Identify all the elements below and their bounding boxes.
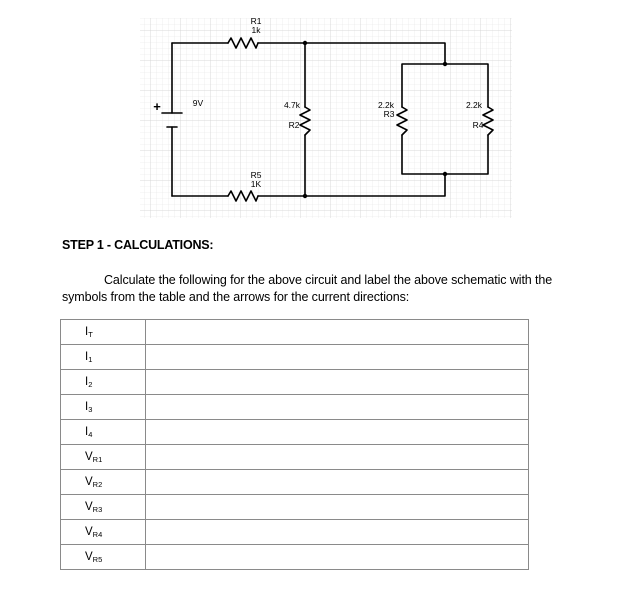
symbol-cell xyxy=(61,495,146,520)
answer-cell[interactable] xyxy=(146,345,529,370)
answer-cell[interactable] xyxy=(146,545,529,570)
answer-cell[interactable] xyxy=(146,470,529,495)
table-row xyxy=(61,520,529,545)
answer-cell[interactable] xyxy=(146,495,529,520)
step-heading: STEP 1 - CALCULATIONS: xyxy=(62,238,214,252)
symbol-subscript: 3 xyxy=(88,404,93,414)
r3-name-label: R3 xyxy=(383,109,395,119)
junction-dot xyxy=(303,194,307,198)
answer-cell[interactable] xyxy=(146,395,529,420)
symbol-subscript: R5 xyxy=(92,554,103,564)
symbol-subscript: 1 xyxy=(88,354,93,364)
symbol-base: V xyxy=(85,450,93,463)
symbol-base: I xyxy=(85,400,89,413)
table-row xyxy=(61,420,529,445)
r5-value-label: 1K xyxy=(250,179,262,189)
table-row xyxy=(61,545,529,570)
symbol-cell xyxy=(61,395,146,420)
table-row xyxy=(61,370,529,395)
r2-value-label: 4.7k xyxy=(283,100,301,110)
symbol-subscript: R1 xyxy=(92,454,103,464)
table-row xyxy=(61,495,529,520)
symbol-subscript: R3 xyxy=(92,504,103,514)
symbol-cell xyxy=(61,320,146,345)
symbol-subscript: R2 xyxy=(92,479,103,489)
symbol-base: V xyxy=(85,525,93,538)
table-row xyxy=(61,395,529,420)
junction-dot xyxy=(303,41,307,45)
symbol-cell xyxy=(61,545,146,570)
schematic-grid xyxy=(140,18,512,218)
table-row xyxy=(61,320,529,345)
table-row xyxy=(61,445,529,470)
r5-name-label: R5 xyxy=(250,170,262,180)
circuit-schematic xyxy=(0,0,640,230)
symbol-subscript: T xyxy=(88,329,93,339)
junction-dot xyxy=(443,172,447,176)
r1-value-label: 1k xyxy=(251,25,261,35)
instructions-text: Calculate the following for the above circuit and label the above schematic with the symbols from the table and the arrows for the current directions: xyxy=(62,273,553,304)
r4-name-label: R4 xyxy=(472,120,484,130)
r3-value-label: 2.2k xyxy=(377,100,395,110)
answer-cell[interactable] xyxy=(146,520,529,545)
table-row xyxy=(61,470,529,495)
symbol-base: V xyxy=(85,500,93,513)
symbol-base: I xyxy=(85,325,89,338)
symbol-cell xyxy=(61,520,146,545)
answer-cell[interactable] xyxy=(146,320,529,345)
symbol-base: I xyxy=(85,375,89,388)
r1-name-label: R1 xyxy=(250,16,262,26)
symbol-subscript: 4 xyxy=(88,429,93,439)
calculations-table xyxy=(60,319,529,570)
r2-name-label: R2 xyxy=(288,120,300,130)
battery-plus-sign: + xyxy=(153,99,161,114)
symbol-cell xyxy=(61,445,146,470)
junction-dot xyxy=(443,62,447,66)
table-row xyxy=(61,345,529,370)
symbol-subscript: 2 xyxy=(88,379,93,389)
answer-cell[interactable] xyxy=(146,420,529,445)
symbol-subscript: R4 xyxy=(92,529,103,539)
symbol-base: I xyxy=(85,425,89,438)
symbol-base: V xyxy=(85,550,93,563)
symbol-cell xyxy=(61,345,146,370)
answer-cell[interactable] xyxy=(146,370,529,395)
battery-voltage-label: 9V xyxy=(192,98,204,108)
symbol-base: I xyxy=(85,350,89,363)
answer-cell[interactable] xyxy=(146,445,529,470)
r4-value-label: 2.2k xyxy=(465,100,483,110)
symbol-cell xyxy=(61,370,146,395)
symbol-base: V xyxy=(85,475,93,488)
symbol-cell xyxy=(61,420,146,445)
symbol-cell xyxy=(61,470,146,495)
